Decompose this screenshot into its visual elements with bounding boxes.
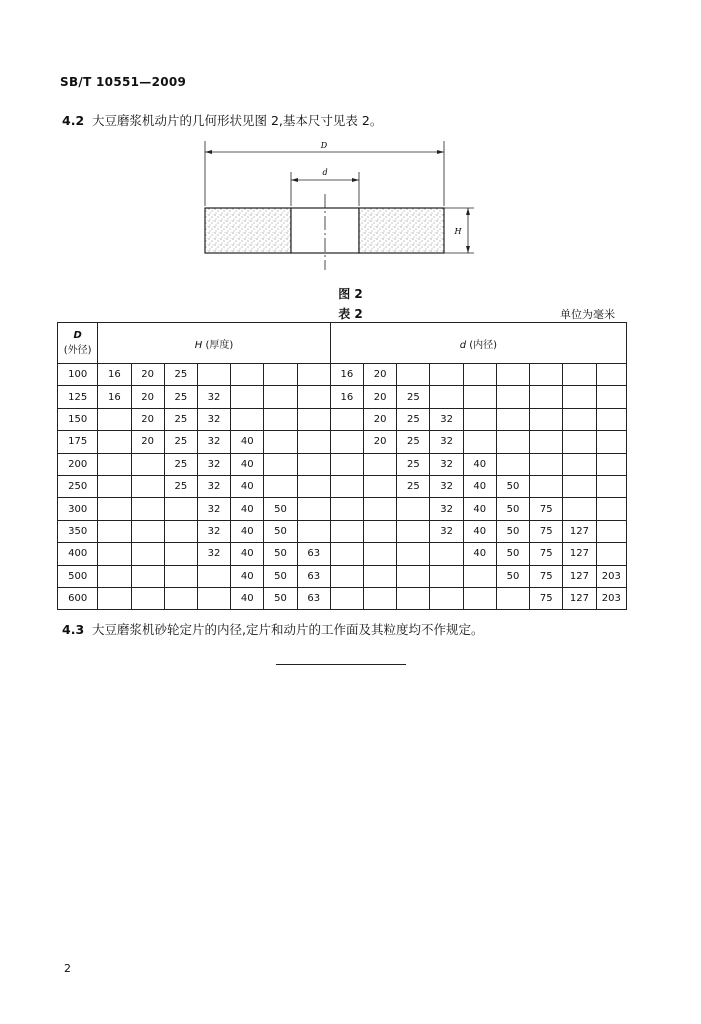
cell-thickness: 25 <box>164 475 197 497</box>
cell-thickness <box>98 408 131 430</box>
cell-thickness <box>98 453 131 475</box>
cell-thickness: 40 <box>231 498 264 520</box>
cell-thickness: 32 <box>197 386 230 408</box>
cell-thickness: 40 <box>231 565 264 587</box>
cell-inner-diameter <box>364 453 397 475</box>
cell-outer-diameter: 175 <box>58 431 98 453</box>
cell-inner-diameter <box>463 408 496 430</box>
cell-inner-diameter: 32 <box>430 431 463 453</box>
cell-inner-diameter <box>563 364 596 386</box>
wheel-section-right <box>359 208 444 253</box>
table-row <box>58 498 627 520</box>
cell-thickness <box>98 498 131 520</box>
cell-inner-diameter <box>496 386 529 408</box>
cell-thickness <box>164 565 197 587</box>
cell-thickness: 63 <box>297 565 330 587</box>
cell-thickness <box>231 408 264 430</box>
cell-thickness <box>297 386 330 408</box>
cell-inner-diameter: 32 <box>430 475 463 497</box>
cell-inner-diameter: 75 <box>530 587 563 609</box>
table-row <box>58 453 627 475</box>
table-caption: 表 2 <box>338 307 363 321</box>
cell-thickness: 32 <box>197 475 230 497</box>
cell-thickness: 16 <box>98 364 131 386</box>
cell-inner-diameter <box>596 475 626 497</box>
cell-inner-diameter <box>330 453 363 475</box>
figure-caption: 图 2 <box>338 287 363 301</box>
cell-inner-diameter <box>463 431 496 453</box>
wheel-section-left <box>205 208 291 253</box>
cell-inner-diameter: 25 <box>397 408 430 430</box>
cell-inner-diameter <box>496 431 529 453</box>
cell-thickness: 25 <box>164 408 197 430</box>
page-number: 2 <box>64 962 71 975</box>
cell-thickness: 32 <box>197 408 230 430</box>
cell-inner-diameter <box>463 364 496 386</box>
cell-inner-diameter <box>596 520 626 542</box>
cell-inner-diameter <box>397 587 430 609</box>
cell-thickness <box>98 565 131 587</box>
cell-inner-diameter <box>397 364 430 386</box>
cell-inner-diameter: 75 <box>530 520 563 542</box>
cell-thickness <box>264 453 297 475</box>
cell-thickness <box>131 587 164 609</box>
cell-thickness: 40 <box>231 587 264 609</box>
section-4-3 <box>62 620 483 638</box>
cell-inner-diameter <box>364 498 397 520</box>
cell-outer-diameter: 250 <box>58 475 98 497</box>
cell-thickness <box>264 386 297 408</box>
cell-inner-diameter: 32 <box>430 498 463 520</box>
cell-inner-diameter: 25 <box>397 386 430 408</box>
cell-inner-diameter <box>563 475 596 497</box>
cell-inner-diameter <box>596 364 626 386</box>
cell-inner-diameter <box>596 453 626 475</box>
cell-thickness <box>264 364 297 386</box>
cell-thickness: 32 <box>197 543 230 565</box>
cell-thickness: 25 <box>164 386 197 408</box>
cell-inner-diameter <box>496 453 529 475</box>
cell-inner-diameter <box>397 543 430 565</box>
cell-inner-diameter: 50 <box>496 543 529 565</box>
cell-thickness: 40 <box>231 431 264 453</box>
cell-outer-diameter: 100 <box>58 364 98 386</box>
cell-inner-diameter: 25 <box>397 475 430 497</box>
cell-inner-diameter <box>330 565 363 587</box>
cell-inner-diameter: 40 <box>463 475 496 497</box>
cell-thickness <box>297 475 330 497</box>
cell-inner-diameter <box>596 431 626 453</box>
cell-thickness <box>98 475 131 497</box>
label-H: H <box>454 227 462 236</box>
cell-inner-diameter: 32 <box>430 453 463 475</box>
cell-thickness <box>131 475 164 497</box>
cell-thickness: 40 <box>231 475 264 497</box>
header-d-label: (内径) <box>469 339 498 351</box>
cell-inner-diameter: 75 <box>530 498 563 520</box>
cell-thickness <box>264 431 297 453</box>
cell-inner-diameter: 75 <box>530 565 563 587</box>
cell-inner-diameter <box>596 386 626 408</box>
cell-thickness: 20 <box>131 386 164 408</box>
cell-thickness <box>131 498 164 520</box>
header-H-symbol: H <box>194 339 203 351</box>
cell-inner-diameter: 127 <box>563 565 596 587</box>
cell-inner-diameter <box>463 386 496 408</box>
cell-inner-diameter <box>563 498 596 520</box>
cell-thickness: 50 <box>264 498 297 520</box>
cell-inner-diameter <box>596 543 626 565</box>
label-D: D <box>320 141 328 150</box>
cell-inner-diameter: 32 <box>430 408 463 430</box>
header-outer-diameter <box>58 323 98 364</box>
cell-inner-diameter <box>330 408 363 430</box>
cell-inner-diameter: 25 <box>397 431 430 453</box>
cell-thickness: 25 <box>164 453 197 475</box>
cell-thickness <box>297 431 330 453</box>
table-row <box>58 475 627 497</box>
cell-thickness: 25 <box>164 364 197 386</box>
cell-inner-diameter <box>496 364 529 386</box>
table-row <box>58 431 627 453</box>
cell-thickness: 50 <box>264 520 297 542</box>
cell-thickness: 32 <box>197 431 230 453</box>
cell-thickness <box>197 364 230 386</box>
cell-thickness <box>164 520 197 542</box>
cell-inner-diameter: 203 <box>596 565 626 587</box>
cell-thickness <box>131 453 164 475</box>
cell-thickness <box>98 520 131 542</box>
section-text: 大豆磨浆机动片的几何形状见图 2,基本尺寸见表 2。 <box>92 113 383 128</box>
cell-inner-diameter: 50 <box>496 520 529 542</box>
cell-thickness <box>131 543 164 565</box>
cell-inner-diameter <box>330 543 363 565</box>
cell-inner-diameter: 50 <box>496 565 529 587</box>
table-row <box>58 565 627 587</box>
cell-thickness: 63 <box>297 543 330 565</box>
standard-code: SB/T 10551—2009 <box>60 75 187 89</box>
cell-inner-diameter: 20 <box>364 386 397 408</box>
cell-thickness: 40 <box>231 453 264 475</box>
header-D-label: (外径) <box>63 345 92 356</box>
header-thickness <box>98 323 331 364</box>
header-H-label: (厚度) <box>205 339 234 351</box>
cell-inner-diameter <box>496 587 529 609</box>
cell-outer-diameter: 200 <box>58 453 98 475</box>
cell-inner-diameter: 127 <box>563 543 596 565</box>
cell-inner-diameter <box>430 386 463 408</box>
cell-inner-diameter <box>397 520 430 542</box>
cell-thickness: 32 <box>197 520 230 542</box>
cell-inner-diameter <box>530 408 563 430</box>
cell-inner-diameter <box>563 431 596 453</box>
cell-inner-diameter <box>397 565 430 587</box>
cell-thickness <box>297 520 330 542</box>
cell-inner-diameter: 40 <box>463 453 496 475</box>
cell-inner-diameter: 16 <box>330 386 363 408</box>
figure-2-drawing <box>190 136 490 276</box>
cell-inner-diameter <box>596 408 626 430</box>
cell-inner-diameter: 20 <box>364 431 397 453</box>
dimension-table <box>57 322 627 610</box>
cell-inner-diameter: 40 <box>463 520 496 542</box>
cell-inner-diameter: 32 <box>430 520 463 542</box>
section-number: 4.2 <box>62 113 85 128</box>
cell-outer-diameter: 600 <box>58 587 98 609</box>
cell-thickness: 50 <box>264 565 297 587</box>
cell-inner-diameter <box>430 565 463 587</box>
cell-thickness <box>297 408 330 430</box>
cell-inner-diameter <box>364 475 397 497</box>
table-row <box>58 587 627 609</box>
cell-inner-diameter: 50 <box>496 475 529 497</box>
table-row <box>58 364 627 386</box>
cell-inner-diameter: 20 <box>364 408 397 430</box>
cell-thickness <box>98 431 131 453</box>
cell-thickness <box>297 453 330 475</box>
cell-inner-diameter <box>330 498 363 520</box>
cell-thickness: 50 <box>264 543 297 565</box>
table-row <box>58 543 627 565</box>
cell-inner-diameter: 127 <box>563 520 596 542</box>
unit-note: 单位为毫米 <box>560 308 615 321</box>
cell-thickness <box>231 364 264 386</box>
header-inner-diameter <box>330 323 626 364</box>
cell-inner-diameter <box>496 408 529 430</box>
cell-thickness <box>98 587 131 609</box>
cell-thickness: 50 <box>264 587 297 609</box>
header-D-symbol: D <box>73 330 82 341</box>
cell-inner-diameter <box>330 431 363 453</box>
cell-inner-diameter: 20 <box>364 364 397 386</box>
cell-inner-diameter: 203 <box>596 587 626 609</box>
cell-thickness: 63 <box>297 587 330 609</box>
cell-inner-diameter: 50 <box>496 498 529 520</box>
cell-inner-diameter <box>430 543 463 565</box>
cell-thickness <box>264 475 297 497</box>
cell-inner-diameter <box>364 565 397 587</box>
cell-thickness <box>197 565 230 587</box>
cell-inner-diameter <box>364 543 397 565</box>
cell-inner-diameter: 40 <box>463 543 496 565</box>
cell-inner-diameter <box>330 520 363 542</box>
cell-inner-diameter: 25 <box>397 453 430 475</box>
section-number: 4.3 <box>62 622 85 637</box>
cell-outer-diameter: 400 <box>58 543 98 565</box>
cell-inner-diameter <box>530 453 563 475</box>
section-text: 大豆磨浆机砂轮定片的内径,定片和动片的工作面及其粒度均不作规定。 <box>92 622 484 637</box>
cell-thickness <box>164 587 197 609</box>
cell-outer-diameter: 300 <box>58 498 98 520</box>
section-4-2 <box>62 111 382 129</box>
cell-thickness: 20 <box>131 408 164 430</box>
cell-inner-diameter: 16 <box>330 364 363 386</box>
cell-thickness <box>231 386 264 408</box>
cell-inner-diameter <box>397 498 430 520</box>
cell-inner-diameter <box>530 431 563 453</box>
cell-inner-diameter <box>330 475 363 497</box>
table-row <box>58 520 627 542</box>
cell-inner-diameter: 127 <box>563 587 596 609</box>
cell-thickness <box>98 543 131 565</box>
cell-thickness: 32 <box>197 498 230 520</box>
cell-thickness <box>164 543 197 565</box>
cell-thickness: 16 <box>98 386 131 408</box>
cell-inner-diameter <box>530 364 563 386</box>
cell-inner-diameter <box>596 498 626 520</box>
cell-inner-diameter: 40 <box>463 498 496 520</box>
cell-inner-diameter <box>330 587 363 609</box>
table-row <box>58 386 627 408</box>
end-rule <box>276 664 406 665</box>
table-header-row <box>58 323 627 364</box>
cell-thickness: 20 <box>131 431 164 453</box>
cell-outer-diameter: 125 <box>58 386 98 408</box>
cell-inner-diameter <box>563 453 596 475</box>
cell-outer-diameter: 150 <box>58 408 98 430</box>
cell-inner-diameter <box>430 364 463 386</box>
cell-thickness <box>297 364 330 386</box>
cell-outer-diameter: 350 <box>58 520 98 542</box>
cell-thickness: 25 <box>164 431 197 453</box>
cell-outer-diameter: 500 <box>58 565 98 587</box>
cell-inner-diameter: 75 <box>530 543 563 565</box>
cell-thickness: 32 <box>197 453 230 475</box>
table-row <box>58 408 627 430</box>
cell-inner-diameter <box>563 408 596 430</box>
cell-thickness <box>131 520 164 542</box>
cell-thickness <box>131 565 164 587</box>
cell-thickness <box>264 408 297 430</box>
cell-thickness <box>197 587 230 609</box>
header-d-symbol: d <box>459 339 467 351</box>
cell-inner-diameter <box>430 587 463 609</box>
cell-thickness: 40 <box>231 543 264 565</box>
cell-thickness <box>164 498 197 520</box>
cell-thickness <box>297 498 330 520</box>
cell-thickness: 40 <box>231 520 264 542</box>
cell-inner-diameter <box>563 386 596 408</box>
cell-inner-diameter <box>463 565 496 587</box>
cell-inner-diameter <box>530 475 563 497</box>
cell-inner-diameter <box>364 587 397 609</box>
cell-thickness: 20 <box>131 364 164 386</box>
cell-inner-diameter <box>364 520 397 542</box>
cell-inner-diameter <box>530 386 563 408</box>
label-d: d <box>322 168 328 177</box>
cell-inner-diameter <box>463 587 496 609</box>
